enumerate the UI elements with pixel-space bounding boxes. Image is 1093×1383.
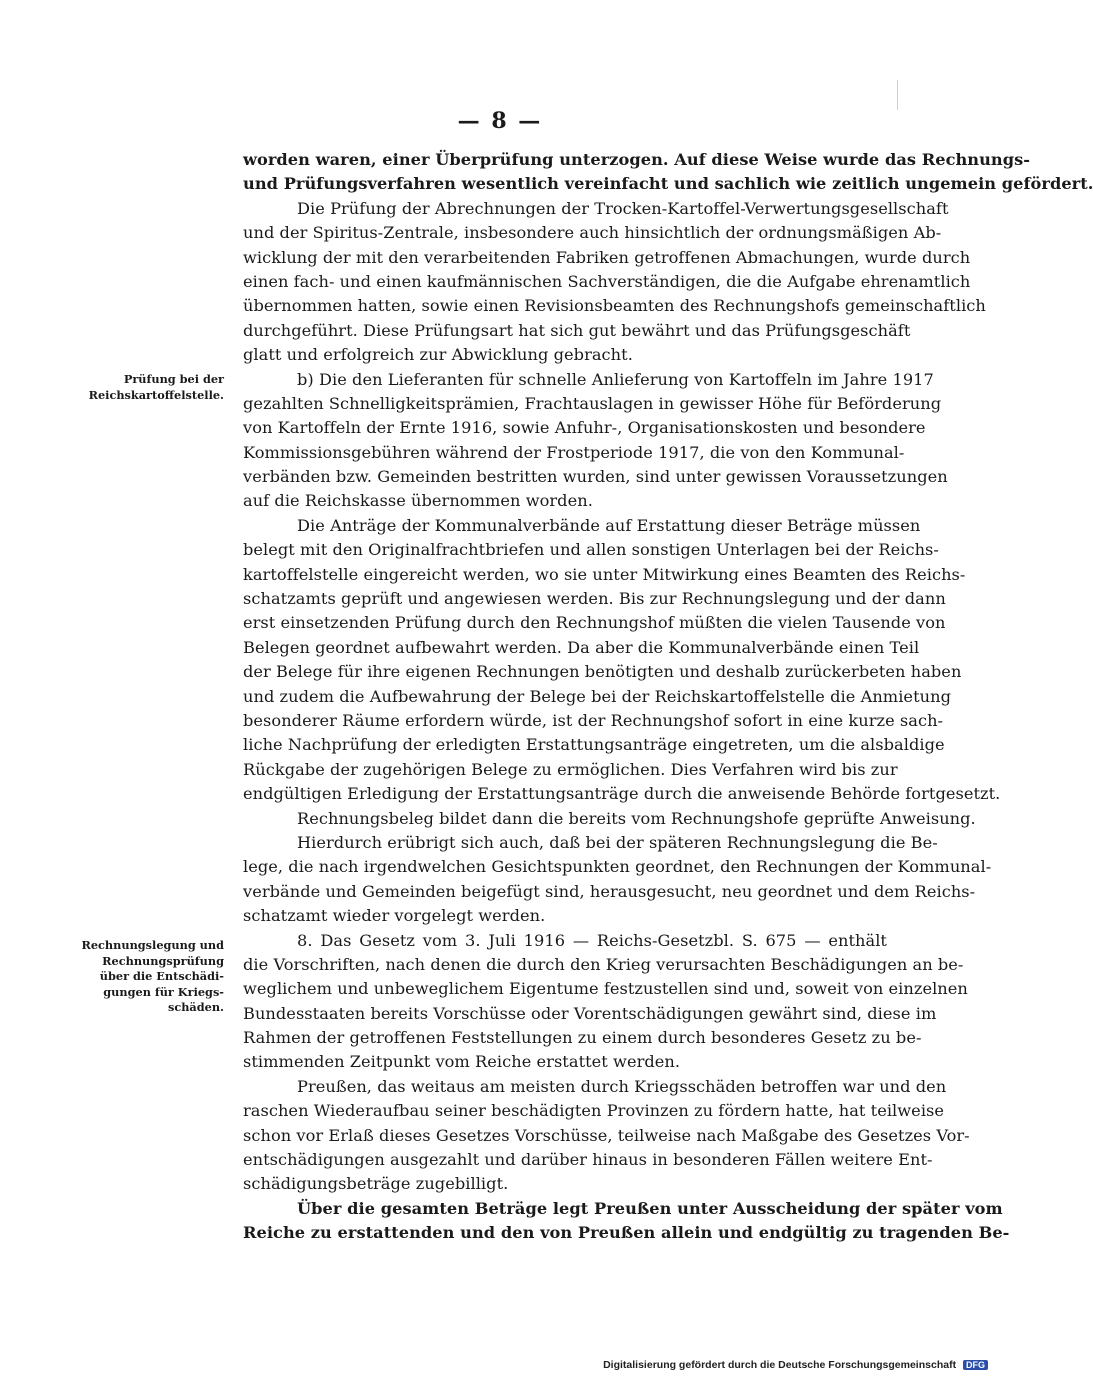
footer-credit [603,1359,988,1371]
text-line: glatt und erfolgreich zur Abwicklung gebracht. [243,345,633,365]
text-line: erst einsetzenden Prüfung durch den Rechnungshof müßten die vielen Tausende von [243,613,946,633]
text-line: Reiche zu erstattenden und den von Preußen allein und endgültig zu tragenden Be- [243,1223,1010,1243]
text-line: Die Anträge der Kommunalverbände auf Erstattung dieser Beträge müssen [297,515,921,535]
text-line: der Belege für ihre eigenen Rechnungen benötigten und deshalb zurückerbeten haben [243,662,962,682]
margin-note-line: Prüfung bei der [123,372,224,386]
text-line: wicklung der mit den verarbeitenden Fabriken getroffenen Abmachungen, wurde durch [243,247,971,267]
text-line: liche Nachprüfung der erledigten Erstattungsanträge eingetreten, um die alsbaldige [243,735,945,755]
text-line: belegt mit den Originalfrachtbriefen und allen sonstigen Unterlagen bei der Reichs- [243,540,939,560]
text-line: weglichem und unbeweglichem Eigentume festzustellen sind und, soweit von einzelnen [243,979,968,999]
margin-note-line: Rechnungsprüfung [102,953,224,968]
text-line: und Prüfungsverfahren wesentlich vereinfacht und sachlich wie zeitlich ungemein gefördert. [243,174,1093,194]
text-line: endgültigen Erledigung der Erstattungsanträge durch die anweisende Behörde fortgesetzt. [243,784,1001,804]
margin-note-line: schäden. [167,1000,224,1015]
text-line: schatzamt wieder vorgelegt werden. [243,906,546,926]
text-line: b) Die den Lieferanten für schnelle Anlieferung von Kartoffeln im Jahre 1917 [297,369,934,389]
text-line: worden waren, einer Überprüfung unterzogen. Auf diese Weise wurde das Rechnungs- [243,150,1031,169]
text-line: raschen Wiederaufbau seiner beschädigten Provinzen zu fördern hatte, hat teilweise [243,1101,945,1121]
margin-note-line: Reichskartoffelstelle. [88,387,224,402]
footer-text: Digitalisierung gefördert durch die Deutsche Forschungsgemeinschaft [603,1359,957,1371]
text-line: die Vorschriften, nach denen die durch den Krieg verursachten Beschädigungen an be- [243,954,964,974]
text-line: Rückgabe der zugehörigen Belege zu ermöglichen. Dies Verfahren wird bis zur [243,759,898,779]
text-line: entschädigungen ausgezahlt und darüber hinaus in besonderen Fällen weitere Ent- [243,1150,933,1170]
margin-note-line: über die Entschädi- [99,969,224,984]
text-line: schon vor Erlaß dieses Gesetzes Vorschüsse, teilweise nach Maßgabe des Gesetzes Vor- [243,1125,970,1145]
text-line: und zudem die Aufbewahrung der Belege bei der Reichskartoffelstelle die Anmietung [243,686,951,706]
page-number: — 8 — [457,108,543,134]
text-line: lege, die nach irgendwelchen Gesichtspunkten geordnet, den Rechnungen der Kommunal- [243,857,992,877]
text-line: übernommen hatten, sowie einen Revisionsbeamten des Rechnungshofs gemeinschaftlich [243,296,986,316]
text-line: und der Spiritus-Zentrale, insbesondere auch hinsichtlich der ordnungsmäßigen Ab- [243,223,942,243]
text-line: Belegen geordnet aufbewahrt werden. Da aber die Kommunalverbände einen Teil [243,637,920,657]
scan-edge-mark [897,80,898,110]
text-line: besonderer Räume erfordern würde, ist der Rechnungshof sofort in eine kurze sach- [243,710,944,730]
margin-note-line: gungen für Kriegs- [103,984,224,999]
text-line: verbände und Gemeinden beigefügt sind, herausgesucht, neu geordnet und dem Reichs- [243,881,976,901]
text-line: einen fach- und einen kaufmännischen Sachverständigen, die die Aufgabe ehrenamtlich [243,271,971,291]
margin-note-line: Rechnungslegung und [81,938,224,952]
text-line: schädigungsbeträge zugebilligt. [243,1174,509,1194]
text-line: 8. Das Gesetz vom 3. Juli 1916 — Reichs-Gesetzbl. S. 675 — enthält [297,930,887,950]
text-line: Die Prüfung der Abrechnungen der Trocken-Kartoffel-Verwertungsgesellschaft [297,198,949,218]
margin-note-reichskartoffelstelle [89,372,224,403]
text-line: verbänden bzw. Gemeinden bestritten wurden, sind unter gewissen Voraussetzungen [243,467,948,487]
text-line: kartoffelstelle eingereicht werden, wo sie unter Mitwirkung eines Beamten des Reichs- [243,564,966,584]
text-line: Über die gesamten Beträge legt Preußen unter Ausscheidung der später vom [297,1198,1003,1218]
text-line: Hierdurch erübrigt sich auch, daß bei der späteren Rechnungslegung die Be- [297,832,938,852]
text-line: Rechnungsbeleg bildet dann die bereits vom Rechnungshofe geprüfte Anweisung. [297,808,976,828]
text-line: Bundesstaaten bereits Vorschüsse oder Vorentschädigungen gewährt sind, diese im [243,1003,937,1023]
text-line: Preußen, das weitaus am meisten durch Kriegsschäden betroffen war und den [297,1076,947,1096]
text-line: schatzamts geprüft und angewiesen werden. Bis zur Rechnungslegung und der dann [243,589,946,609]
text-line: stimmenden Zeitpunkt vom Reiche erstattet werden. [243,1052,681,1072]
text-line: von Kartoffeln der Ernte 1916, sowie Anfuhr-, Organisationskosten und besondere [243,418,926,438]
text-line: auf die Reichskasse übernommen worden. [243,491,593,511]
text-line: durchgeführt. Diese Prüfungsart hat sich gut bewährt und das Prüfungsgeschäft [243,320,911,340]
text-line: Kommissionsgebühren während der Frostperiode 1917, die von den Kommunal- [243,442,905,462]
body-text [243,148,1093,1246]
text-line: gezahlten Schnelligkeitsprämien, Frachtauslagen in gewisser Höhe für Beförderung [243,393,942,413]
margin-note-kriegsschaeden [81,938,224,1016]
text-line: Rahmen der getroffenen Feststellungen zu einem durch besonderes Gesetz zu be- [243,1028,922,1048]
dfg-logo: DFG [963,1360,988,1370]
